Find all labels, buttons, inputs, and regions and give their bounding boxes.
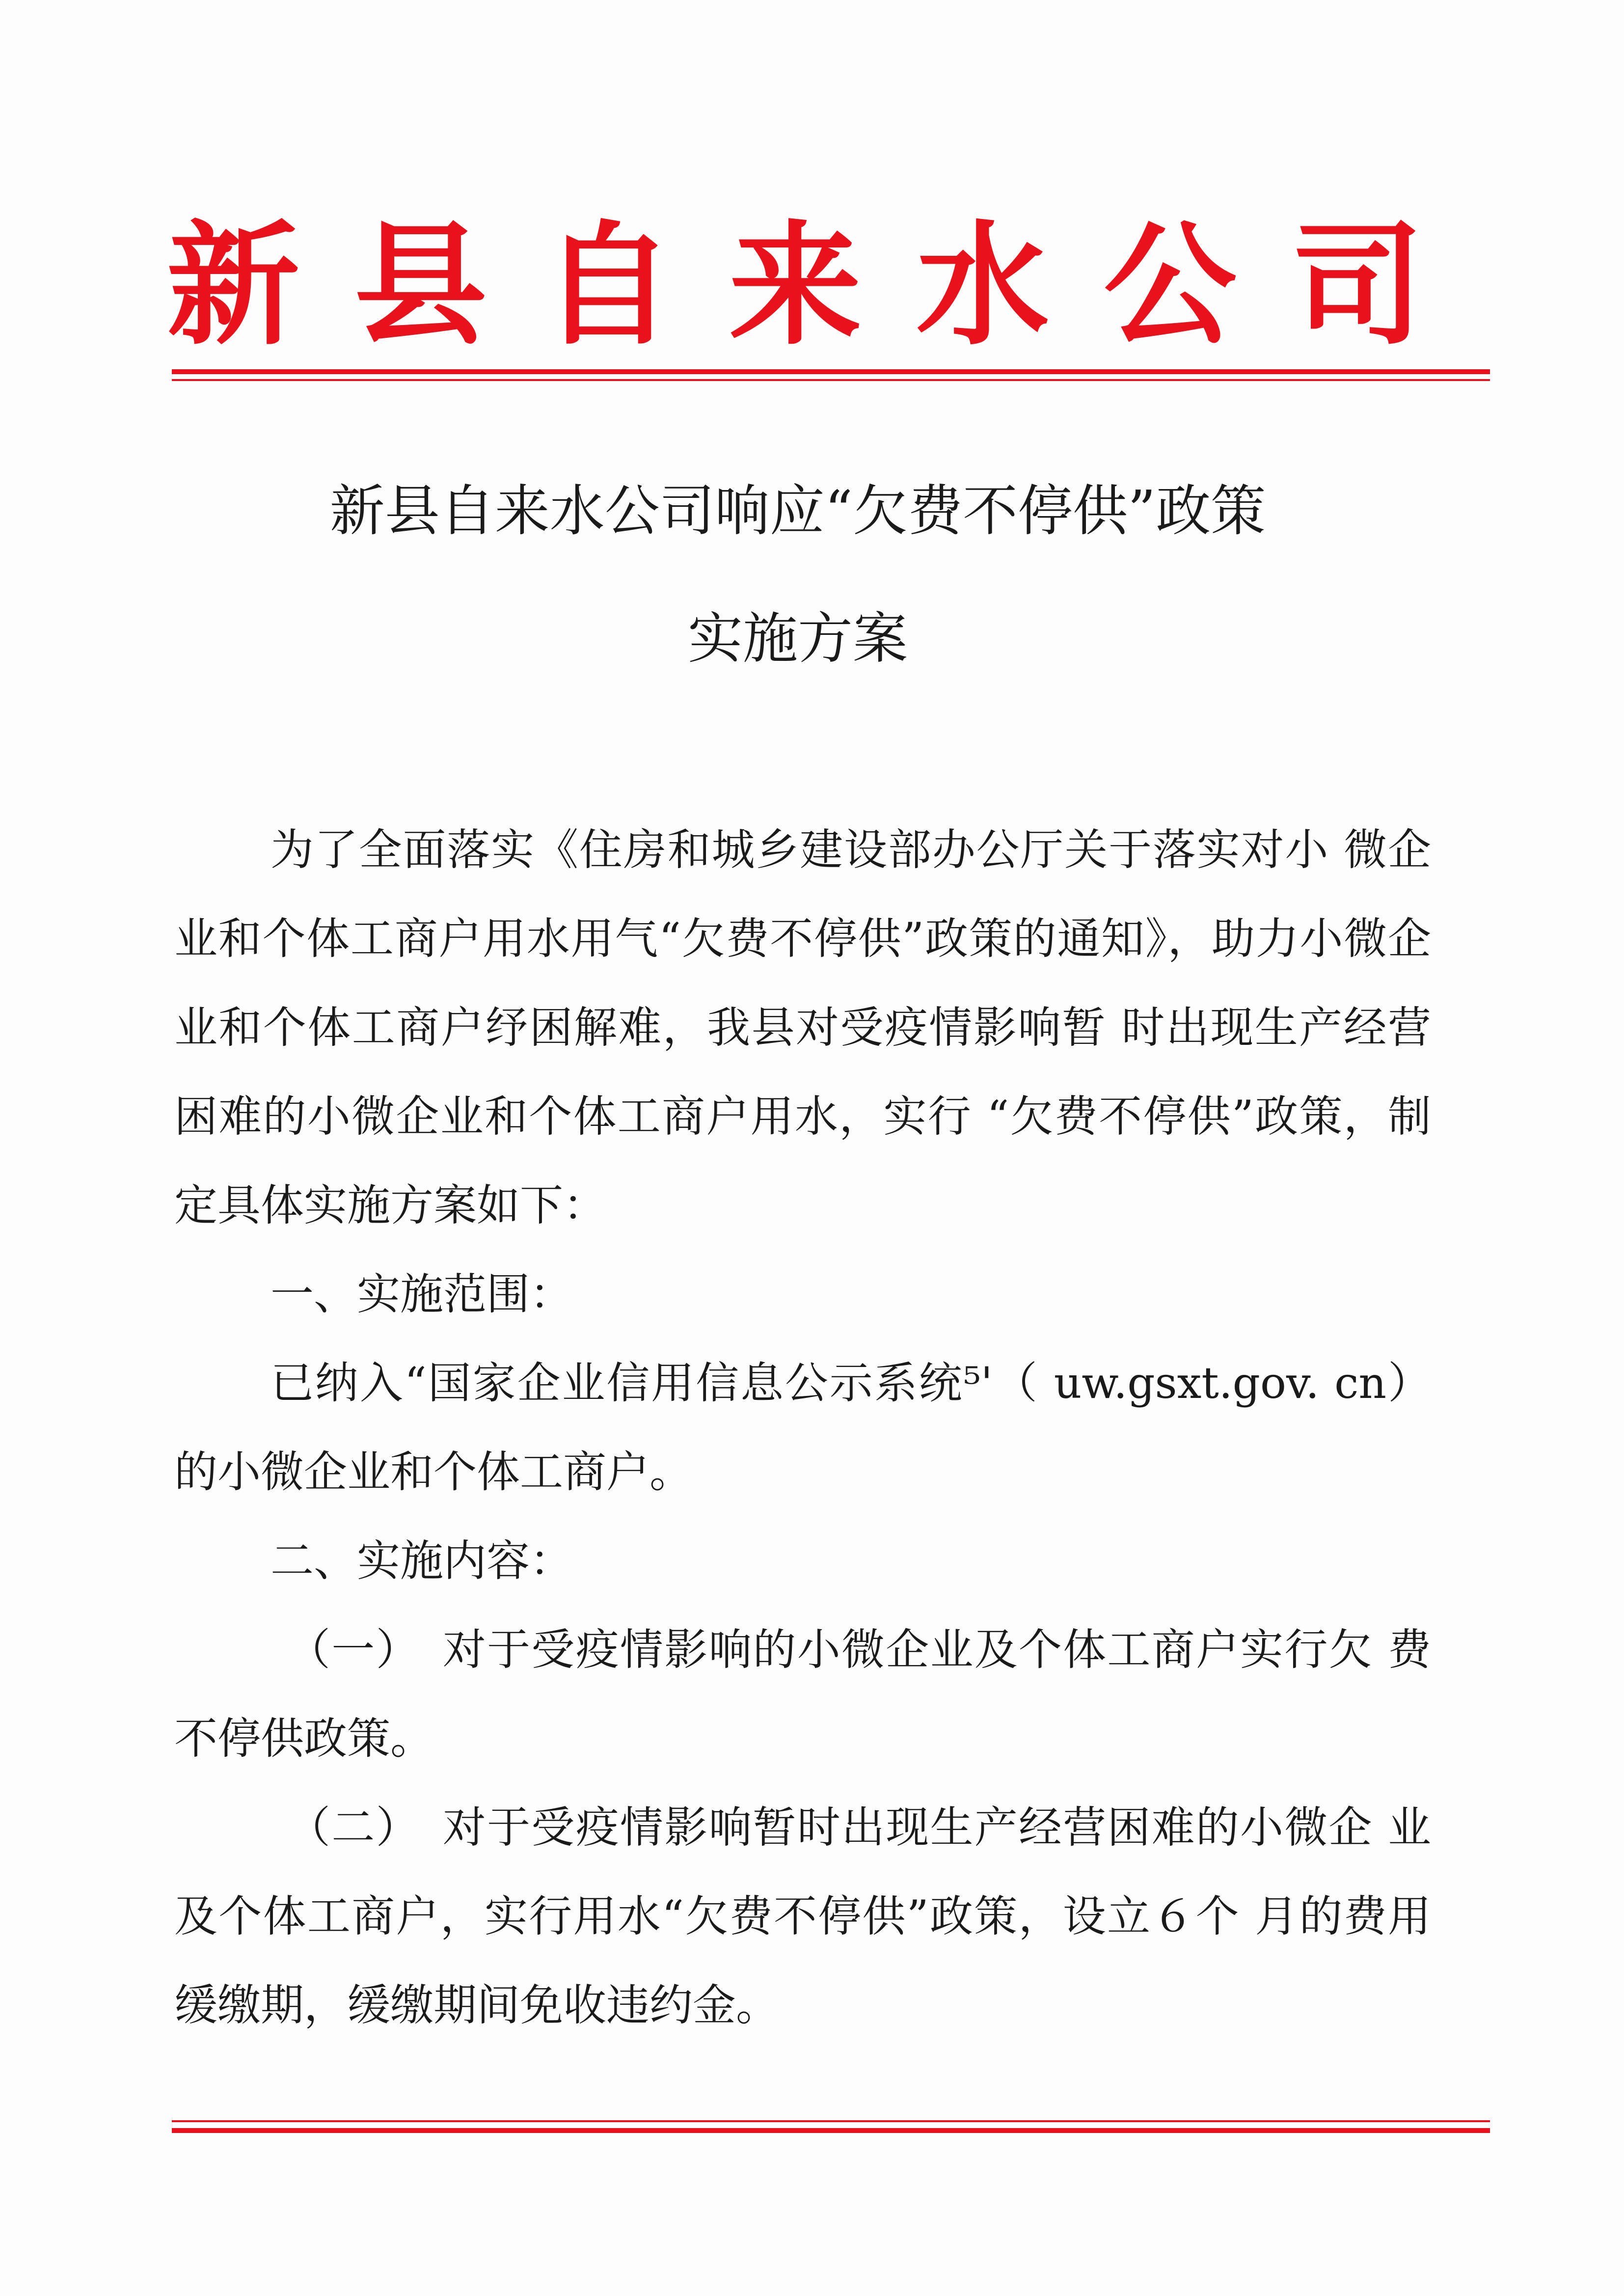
letterhead-char: 县 — [354, 207, 487, 363]
document-title-line2: 实施方案 — [688, 607, 908, 671]
section2-heading: 二、实施内容： — [271, 1535, 573, 1586]
section1-heading: 一、实施范围： — [271, 1269, 573, 1319]
letterhead-char: 新 — [167, 207, 299, 363]
intro-paragraph: 为了全面落实《住房和城乡建设部办公厅关于落实对小 微企业和个体工商户用水用气“欠费不停供”政策的通知》，助力小微企业和个体工商户纾困解难，我县对受疫情影响暂 时出现生产经营困难的小微企业和个体工商户用水，实行 “欠费不停供”政策，制定具体实施方案如下： — [174, 824, 1431, 1230]
letterhead-divider — [172, 369, 1490, 381]
document-body — [174, 805, 1431, 2050]
letterhead-char: 司 — [1291, 207, 1424, 363]
letterhead-char: 自 — [541, 207, 675, 363]
footer-divider — [172, 2120, 1490, 2133]
section2-item1: （一） 对于受疫情影响的小微企业及个体工商户实行欠 费不停供政策。 — [174, 1624, 1431, 1764]
letterhead-char: 公 — [1104, 207, 1237, 363]
section2-item2: （二） 对于受疫情影响暂时出现生产经营困难的小微企 业及个体工商户，实行用水“欠费不停供”政策，设立６个 月的费用缓缴期，缓缴期间免收违约金。 — [174, 1802, 1431, 2030]
letterhead-title — [167, 206, 1424, 363]
letterhead-char: 水 — [916, 207, 1049, 363]
letterhead-char: 来 — [729, 207, 862, 363]
section1-paragraph: 已纳入“国家企业信用信息公示系统⁵'（ uw.gsxt.gov. cn） 的小微企业和个体工商户。 — [174, 1358, 1431, 1497]
document-title-line1: 新县自来水公司响应“欠费不停供”政策 — [329, 479, 1266, 543]
